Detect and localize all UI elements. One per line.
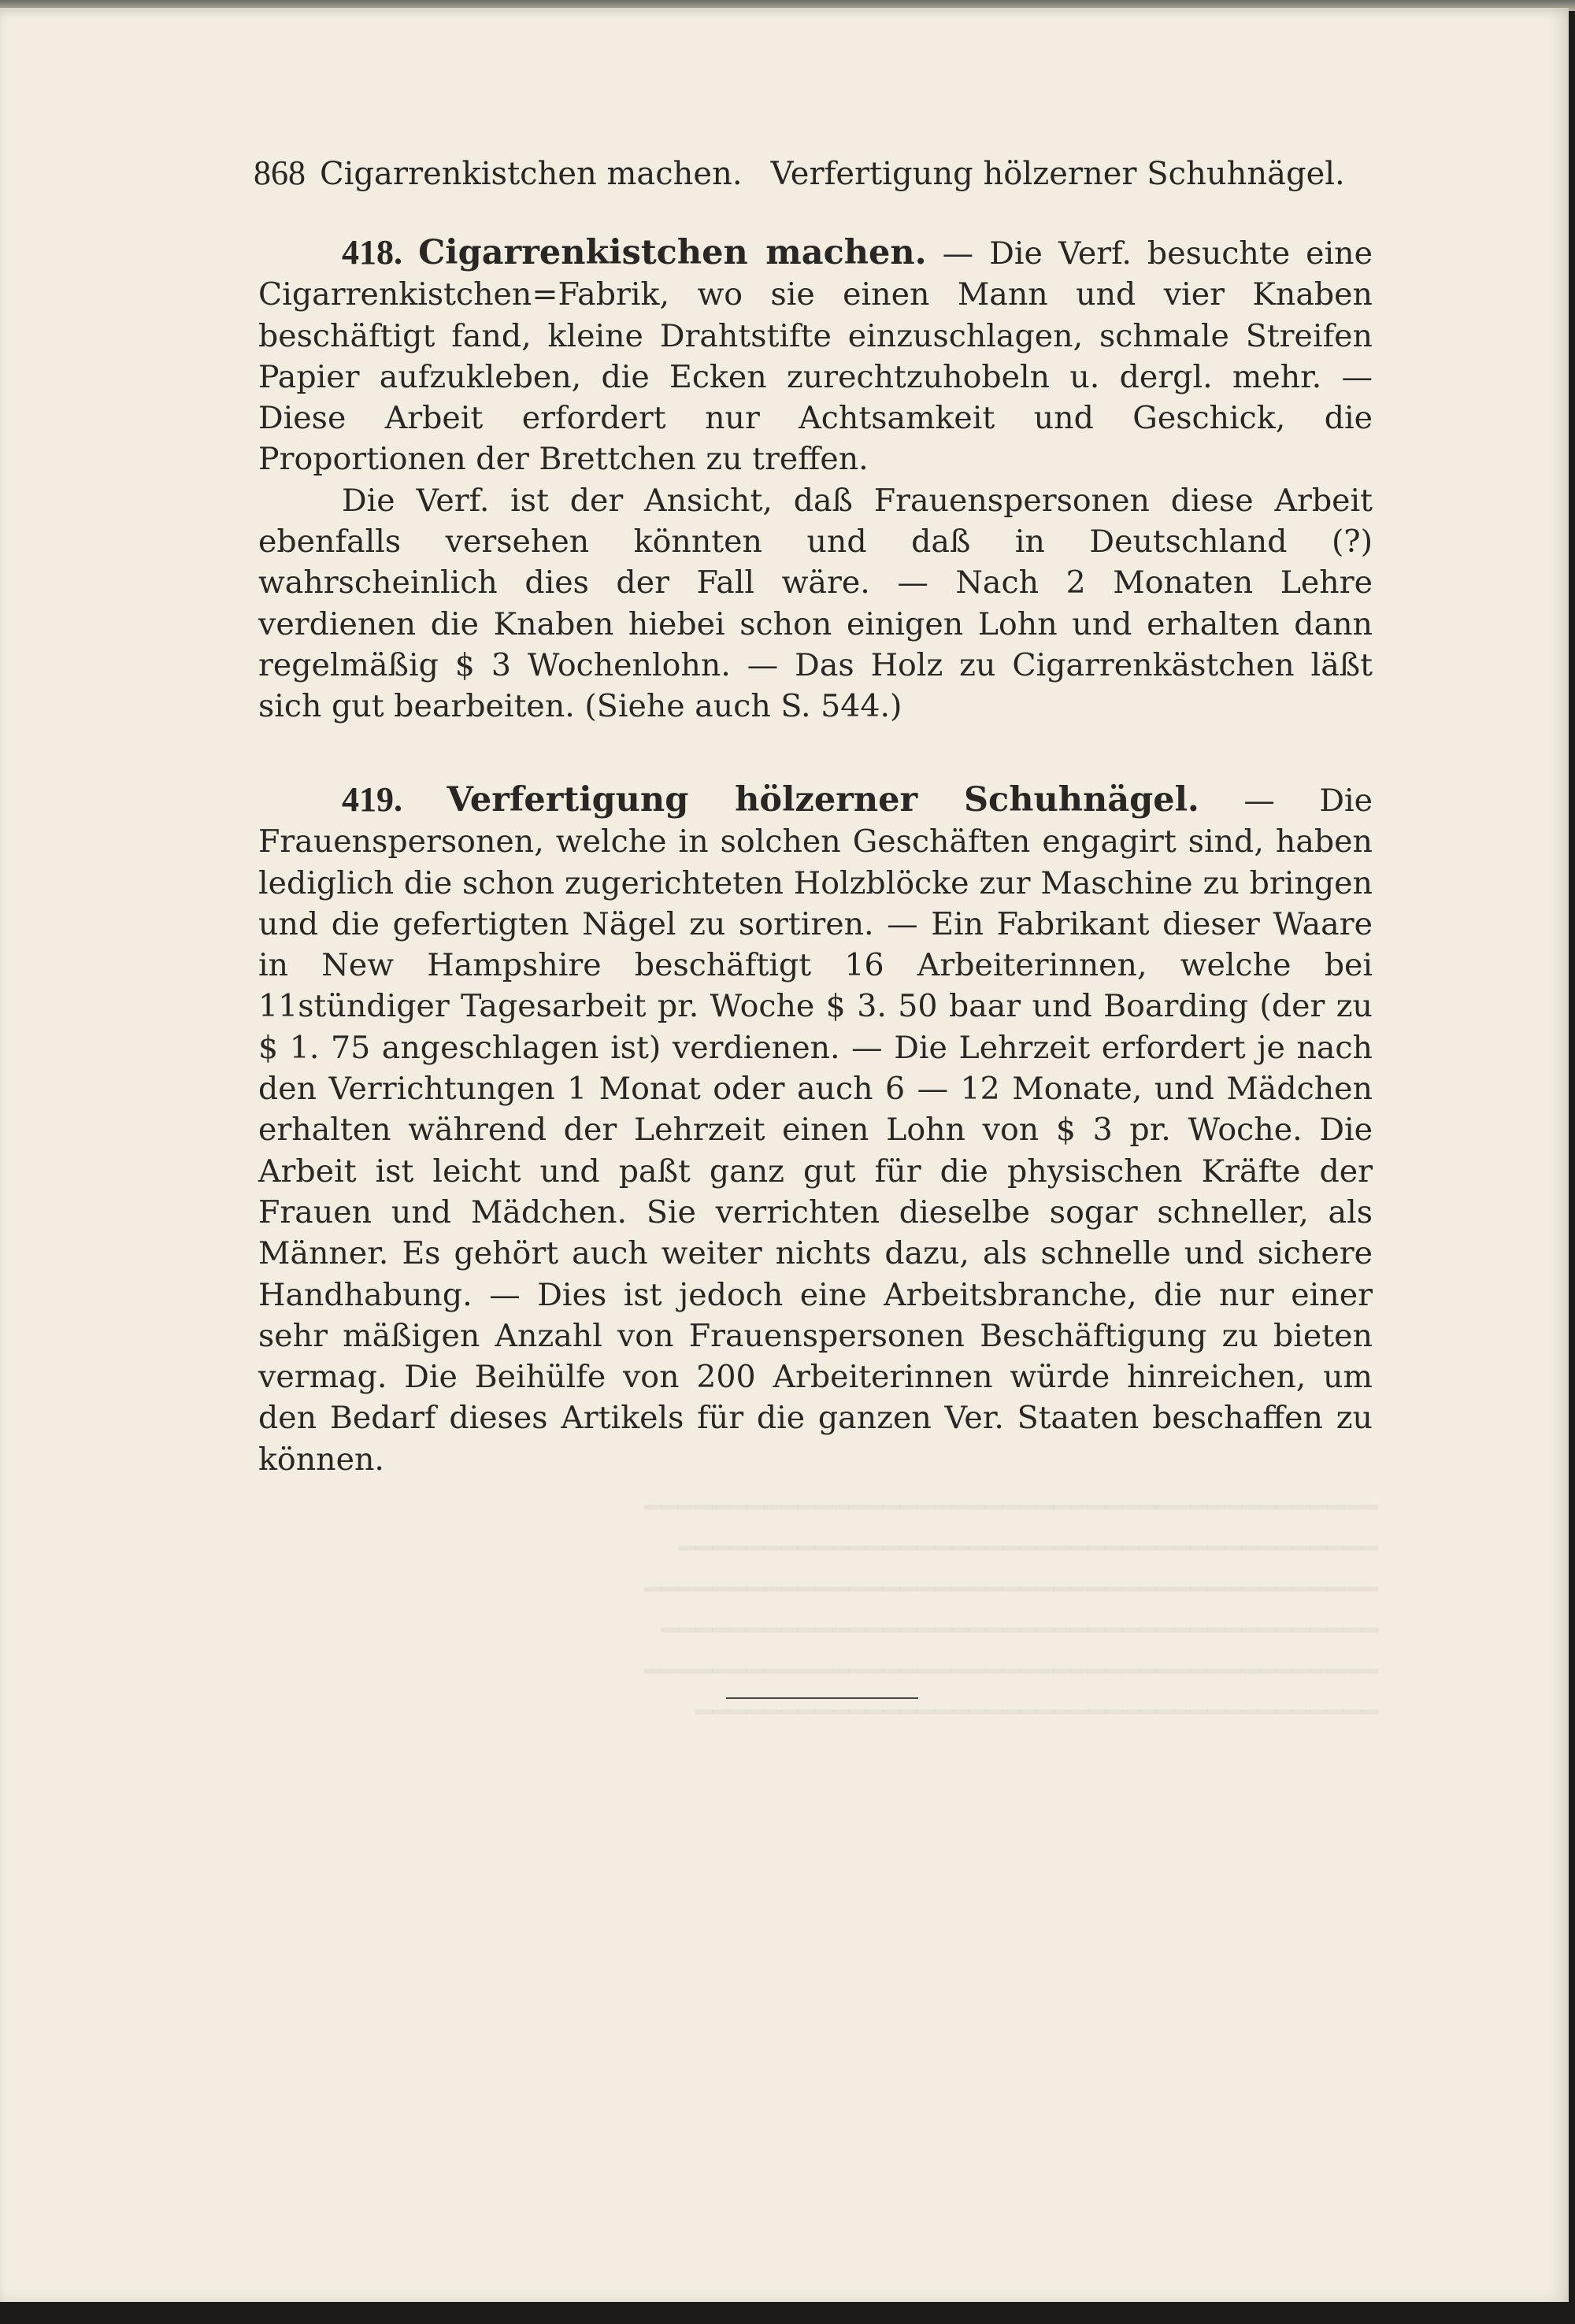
section-title: Cigarrenkistchen machen. xyxy=(418,233,927,272)
running-title xyxy=(320,156,1345,192)
bleed-through-texture xyxy=(284,1488,1378,1734)
running-title-right: Verfertigung hölzerner Schuhnägel. xyxy=(770,156,1345,192)
book-page xyxy=(0,8,1569,2302)
section-418-paragraph-1 xyxy=(258,232,1373,480)
section-419 xyxy=(258,779,1373,1480)
section-text: — Die Verf. besuchte eine Cigarrenkistchen=Fabrik, wo sie einen Mann und vier Knaben beschäftigt fand, kleine Drahtstifte einzuschlagen, schmale Streifen Papier aufzukleben, die Ecken zurechtzuhobeln u. dergl. mehr. — Diese Arbeit erfordert nur Achtsamkeit und Geschick, die Proportionen der Brettchen zu treffen. xyxy=(258,235,1373,478)
bleed-line: ━━━━━━━━━━━━━━━━━━━━━━━━━━━━━━━━━━━━━━━━━━━ xyxy=(644,1492,1378,1524)
bleed-line: ━━━━━━━━━━━━━━━━━━━━━━━━━━━━━━━━━━━━━━━━ xyxy=(695,1697,1378,1729)
section-number: 419. xyxy=(342,780,402,819)
page-number: 868 xyxy=(254,154,306,192)
section-number: 418. xyxy=(342,233,402,272)
bleed-line: ━━━━━━━━━━━━━━━━━━━━━━━━━━━━━━━━━━━━━━━━━ xyxy=(678,1533,1378,1565)
section-title: Verfertigung hölzerner Schuhnägel. xyxy=(447,780,1199,820)
running-title-left: Cigarrenkistchen machen. xyxy=(320,156,743,192)
section-419-paragraph-1 xyxy=(258,779,1373,1480)
section-418 xyxy=(258,232,1373,727)
bleed-line: ━━━━━━━━━━━━━━━━━━━━━━━━━━━━━━━━━━━━━━━━━━━ xyxy=(644,1574,1378,1606)
section-text: — Die Frauenspersonen, welche in solchen Geschäften engagirt sind, haben lediglich die schon zugerichteten Holzblöcke zur Maschine zu bringen und die gefertigten Nägel zu sortiren. — Ein Fabrikant dieser Waare in New Hampshire beschäftigt 16 Arbeiterinnen, welche bei 11stündiger Tagesarbeit pr. Woche $ 3. 50 baar und Boarding (der zu $ 1. 75 angeschlagen ist) verdienen. — Die Lehrzeit erfordert je nach den Verrichtungen 1 Monat oder auch 6 — 12 Monate, und Mädchen erhalten während der Lehrzeit einen Lohn von $ 3 pr. Woche. Die Arbeit ist leicht und paßt ganz gut für die physischen Kräfte der Frauen und Mädchen. Sie verrichten dieselbe sogar schneller, als Männer. Es gehört auch weiter nichts dazu, als schnelle und sichere Handhabung. — Dies ist jedoch eine Arbeitsbranche, die nur einer sehr mäßigen Anzahl von Frauenspersonen Beschäftigung zu bieten vermag. Die Beihülfe von 200 Arbeiterinnen würde hinreichen, um den Bedarf dieses Artikels für die ganzen Ver. Staaten beschaffen zu können. xyxy=(258,783,1373,1478)
bleed-line: ━━━━━━━━━━━━━━━━━━━━━━━━━━━━━━━━━━━━━━━━━━━ xyxy=(644,1656,1378,1688)
bleed-line: ━━━━━━━━━━━━━━━━━━━━━━━━━━━━━━━━━━━━━━━━━━ xyxy=(661,1615,1378,1647)
section-418-paragraph-2: Die Verf. ist der Ansicht, daß Frauenspersonen diese Arbeit ebenfalls versehen könnten und daß in Deutschland (?) wahrscheinlich dies der Fall wäre. — Nach 2 Monaten Lehre verdienen die Knaben hiebei schon einigen Lohn und erhalten dann regelmäßig $ 3 Wochenlohn. — Das Holz zu Cigarrenkästchen läßt sich gut bearbeiten. (Siehe auch S. 544.) xyxy=(258,482,1373,725)
page-header xyxy=(254,150,1403,197)
